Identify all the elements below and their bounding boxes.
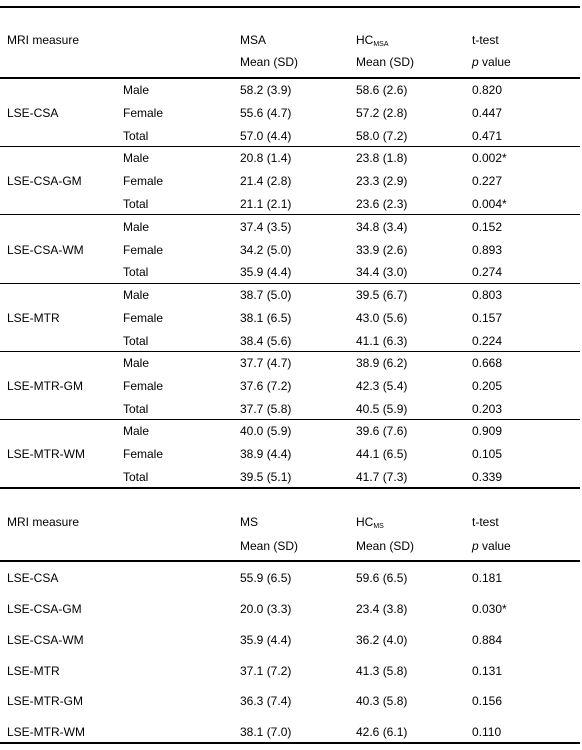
hc-value: 23.4 (3.8)	[356, 602, 408, 616]
sex-label: Male	[123, 424, 150, 438]
p-value: 0.203	[472, 402, 503, 416]
hc-value: 40.5 (5.9)	[356, 402, 408, 416]
p-value: 0.893	[472, 243, 503, 257]
hc-value: 34.4 (3.0)	[356, 265, 408, 279]
measure-label: LSE-CSA-GM	[7, 602, 82, 616]
group-value: 37.6 (7.2)	[240, 379, 292, 393]
hc-value: 39.5 (6.7)	[356, 288, 408, 302]
p-value: 0.668	[472, 356, 503, 370]
block-divider	[0, 283, 580, 284]
p-value: 0.447	[472, 106, 503, 120]
sex-label: Total	[123, 402, 149, 416]
hc-value: 44.1 (6.5)	[356, 447, 408, 461]
p-value: 0.224	[472, 334, 503, 348]
hc-value: 58.0 (7.2)	[356, 129, 408, 143]
block-divider	[0, 419, 580, 420]
group-value: 37.7 (5.8)	[240, 402, 292, 416]
group-value: 35.9 (4.4)	[240, 633, 292, 647]
header-p-value: p value	[472, 539, 511, 553]
group-value: 58.2 (3.9)	[240, 83, 292, 97]
header-group-mean-sd: Mean (SD)	[240, 55, 299, 69]
hc-value: 42.3 (5.4)	[356, 379, 408, 393]
measure-label: LSE-CSA-WM	[7, 243, 84, 257]
sex-label: Male	[123, 151, 150, 165]
measure-label: LSE-CSA	[7, 571, 59, 585]
sex-label: Female	[123, 447, 164, 461]
measure-label: LSE-CSA	[7, 106, 59, 120]
measure-label: LSE-MTR-WM	[7, 725, 85, 739]
p-value: 0.131	[472, 664, 503, 678]
bottom-rule	[0, 742, 580, 744]
group-value: 38.1 (6.5)	[240, 311, 292, 325]
measure-label: LSE-MTR-GM	[7, 379, 83, 393]
header-hc-mean-sd: Mean (SD)	[356, 539, 415, 553]
group-value: 21.1 (2.1)	[240, 197, 292, 211]
p-value: 0.002*	[472, 151, 507, 165]
hc-value: 59.6 (6.5)	[356, 571, 408, 585]
block-divider	[0, 351, 580, 352]
group-value: 37.4 (3.5)	[240, 220, 292, 234]
sex-label: Female	[123, 311, 164, 325]
header-p-value: p value	[472, 55, 511, 69]
header-ttest: t-test	[472, 515, 499, 529]
header-group: MS	[240, 515, 258, 529]
hc-value: 34.8 (3.4)	[356, 220, 408, 234]
p-value: 0.909	[472, 424, 503, 438]
sex-label: Total	[123, 129, 149, 143]
group-value: 38.7 (5.0)	[240, 288, 292, 302]
group-value: 37.1 (7.2)	[240, 664, 292, 678]
p-value: 0.884	[472, 633, 503, 647]
sex-label: Male	[123, 83, 150, 97]
header-ttest: t-test	[472, 33, 499, 47]
measure-label: LSE-MTR-WM	[7, 447, 85, 461]
header-group-mean-sd: Mean (SD)	[240, 539, 299, 553]
p-value: 0.157	[472, 311, 503, 325]
hc-value: 58.6 (2.6)	[356, 83, 408, 97]
p-value: 0.105	[472, 447, 503, 461]
group-value: 36.3 (7.4)	[240, 694, 292, 708]
p-value: 0.030*	[472, 602, 507, 616]
p-value: 0.156	[472, 694, 503, 708]
group-value: 38.9 (4.4)	[240, 447, 292, 461]
p-value: 0.181	[472, 571, 503, 585]
hc-value: 41.7 (7.3)	[356, 470, 408, 484]
sex-label: Total	[123, 334, 149, 348]
measure-label: LSE-MTR	[7, 311, 60, 325]
group-value: 20.0 (3.3)	[240, 602, 292, 616]
p-value: 0.152	[472, 220, 503, 234]
hc-value: 40.3 (5.8)	[356, 694, 408, 708]
measure-label: LSE-CSA-GM	[7, 174, 82, 188]
sex-label: Total	[123, 197, 149, 211]
hc-value: 38.9 (6.2)	[356, 356, 408, 370]
bottom-rule	[0, 487, 580, 489]
header-rule	[0, 560, 580, 562]
p-value: 0.274	[472, 265, 503, 279]
p-value: 0.339	[472, 470, 503, 484]
hc-value: 23.3 (2.9)	[356, 174, 408, 188]
p-value: 0.004*	[472, 197, 507, 211]
group-value: 57.0 (4.4)	[240, 129, 292, 143]
hc-value: 42.6 (6.1)	[356, 725, 408, 739]
hc-value: 41.1 (6.3)	[356, 334, 408, 348]
hc-value: 39.6 (7.6)	[356, 424, 408, 438]
header-hc: $HC_{MSA}$	[356, 33, 389, 48]
sex-label: Male	[123, 220, 150, 234]
sex-label: Female	[123, 379, 164, 393]
hc-value: 36.2 (4.0)	[356, 633, 408, 647]
header-rule	[0, 77, 580, 79]
block-divider	[0, 146, 580, 147]
group-value: 20.8 (1.4)	[240, 151, 292, 165]
header-mri-measure: MRI measure	[7, 515, 80, 529]
group-value: 34.2 (5.0)	[240, 243, 292, 257]
hc-value: 23.6 (2.3)	[356, 197, 408, 211]
hc-value: 23.8 (1.8)	[356, 151, 408, 165]
measure-label: LSE-MTR	[7, 664, 60, 678]
measure-label: LSE-CSA-WM	[7, 633, 84, 647]
group-value: 38.1 (7.0)	[240, 725, 292, 739]
hc-value: 57.2 (2.8)	[356, 106, 408, 120]
hc-value: 33.9 (2.6)	[356, 243, 408, 257]
group-value: 21.4 (2.8)	[240, 174, 292, 188]
sex-label: Male	[123, 288, 150, 302]
sex-label: Female	[123, 174, 164, 188]
group-value: 35.9 (4.4)	[240, 265, 292, 279]
sex-label: Total	[123, 265, 149, 279]
header-group: MSA	[240, 33, 267, 47]
group-value: 55.6 (4.7)	[240, 106, 292, 120]
p-value: 0.820	[472, 83, 503, 97]
hc-value: 41.3 (5.8)	[356, 664, 408, 678]
top-rule	[0, 6, 580, 8]
sex-label: Female	[123, 243, 164, 257]
group-value: 37.7 (4.7)	[240, 356, 292, 370]
header-hc-mean-sd: Mean (SD)	[356, 55, 415, 69]
sex-label: Female	[123, 106, 164, 120]
sex-label: Male	[123, 356, 150, 370]
group-value: 40.0 (5.9)	[240, 424, 292, 438]
measure-label: LSE-MTR-GM	[7, 694, 83, 708]
group-value: 38.4 (5.6)	[240, 334, 292, 348]
p-value: 0.227	[472, 174, 503, 188]
block-divider	[0, 214, 580, 215]
header-hc: $HC_{MS}$	[356, 515, 384, 530]
p-value: 0.471	[472, 129, 503, 143]
p-value: 0.110	[472, 725, 502, 739]
group-value: 55.9 (6.5)	[240, 571, 292, 585]
p-value: 0.803	[472, 288, 503, 302]
p-value: 0.205	[472, 379, 503, 393]
hc-value: 43.0 (5.6)	[356, 311, 408, 325]
group-value: 39.5 (5.1)	[240, 470, 292, 484]
header-mri-measure: MRI measure	[7, 33, 80, 47]
sex-label: Total	[123, 470, 149, 484]
